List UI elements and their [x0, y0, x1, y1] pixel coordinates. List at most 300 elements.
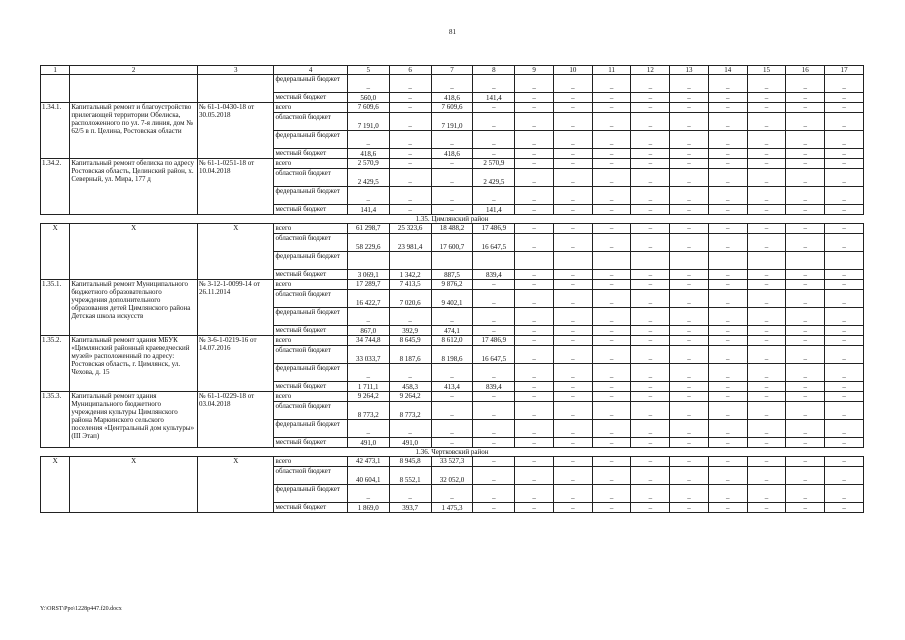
value-cell: –: [670, 205, 709, 215]
value-cell: –: [592, 420, 631, 438]
value-cell: –: [670, 346, 709, 364]
document-cell: [198, 75, 274, 103]
value-cell: –: [670, 392, 709, 402]
value-cell: 839,4: [473, 382, 515, 392]
value-cell: –: [473, 103, 515, 113]
value-cell: –: [747, 420, 786, 438]
value-cell: –: [631, 234, 670, 252]
value-cell: –: [747, 290, 786, 308]
document-cell: № 3-6-1-0219-16 от 14.07.2016: [198, 336, 274, 392]
value-cell: –: [431, 392, 473, 402]
value-cell: –: [670, 131, 709, 149]
value-cell: –: [431, 159, 473, 169]
value-cell: 392,9: [389, 326, 431, 336]
funding-source-cell: всего: [274, 392, 347, 402]
value-cell: –: [631, 75, 670, 93]
value-cell: –: [786, 103, 825, 113]
value-cell: 413,4: [431, 382, 473, 392]
value-cell: –: [670, 93, 709, 103]
value-cell: –: [631, 103, 670, 113]
value-cell: 17 486,9: [473, 336, 515, 346]
value-cell: –: [786, 290, 825, 308]
value-cell: –: [592, 169, 631, 187]
value-cell: –: [473, 187, 515, 205]
value-cell: 18 488,2: [431, 224, 473, 234]
funding-source-cell: федеральный бюджет: [274, 308, 347, 326]
value-cell: –: [515, 159, 554, 169]
value-cell: –: [786, 224, 825, 234]
value-cell: –: [431, 364, 473, 382]
value-cell: 3 069,1: [347, 270, 389, 280]
value-cell: –: [708, 290, 747, 308]
value-cell: –: [631, 346, 670, 364]
value-cell: –: [747, 382, 786, 392]
value-cell: –: [631, 364, 670, 382]
value-cell: –: [747, 280, 786, 290]
value-cell: –: [473, 457, 515, 467]
value-cell: –: [553, 485, 592, 503]
value-cell: –: [431, 131, 473, 149]
value-cell: –: [747, 93, 786, 103]
funding-source-cell: федеральный бюджет: [274, 252, 347, 270]
value-cell: –: [825, 290, 864, 308]
value-cell: –: [786, 234, 825, 252]
value-cell: 7 191,0: [431, 113, 473, 131]
funding-source-cell: всего: [274, 159, 347, 169]
value-cell: –: [389, 149, 431, 159]
value-cell: –: [786, 149, 825, 159]
value-cell: –: [553, 159, 592, 169]
funding-source-cell: федеральный бюджет: [274, 485, 347, 503]
value-cell: –: [786, 93, 825, 103]
value-cell: –: [825, 382, 864, 392]
value-cell: 7 413,5: [389, 280, 431, 290]
value-cell: –: [389, 364, 431, 382]
value-cell: –: [347, 364, 389, 382]
value-cell: –: [747, 308, 786, 326]
document-cell: X: [198, 457, 274, 513]
column-number-row: [41, 66, 864, 75]
value-cell: –: [515, 503, 554, 513]
value-cell: –: [473, 326, 515, 336]
value-cell: –: [431, 205, 473, 215]
value-cell: –: [786, 336, 825, 346]
value-cell: –: [473, 485, 515, 503]
value-cell: 8 187,6: [389, 346, 431, 364]
value-cell: –: [592, 270, 631, 280]
value-cell: –: [825, 159, 864, 169]
value-cell: –: [473, 402, 515, 420]
value-cell: 2 570,9: [347, 159, 389, 169]
value-cell: –: [592, 336, 631, 346]
item-number-cell: 1.34.1.: [41, 103, 70, 159]
value-cell: –: [708, 113, 747, 131]
value-cell: –: [708, 308, 747, 326]
value-cell: –: [389, 93, 431, 103]
value-cell: –: [825, 224, 864, 234]
value-cell: –: [431, 420, 473, 438]
value-cell: –: [592, 485, 631, 503]
value-cell: –: [347, 485, 389, 503]
value-cell: –: [515, 438, 554, 448]
object-name-cell: Капитальный ремонт здания МБУК «Цимлянский районный краеведческий музей» расположенный по адресу: Ростовская область, г. Цимлянск, ул. Чехова, д. 15: [70, 336, 198, 392]
value-cell: –: [825, 336, 864, 346]
value-cell: –: [389, 420, 431, 438]
value-cell: –: [670, 113, 709, 131]
column-number-cell: 10: [553, 66, 592, 75]
value-cell: –: [825, 169, 864, 187]
table-row: [41, 457, 864, 467]
value-cell: –: [670, 420, 709, 438]
funding-source-cell: местный бюджет: [274, 149, 347, 159]
value-cell: –: [825, 93, 864, 103]
value-cell: –: [786, 169, 825, 187]
value-cell: –: [747, 113, 786, 131]
value-cell: –: [708, 503, 747, 513]
value-cell: –: [786, 402, 825, 420]
value-cell: –: [515, 103, 554, 113]
value-cell: –: [786, 485, 825, 503]
table-row: [41, 103, 864, 113]
value-cell: 33 033,7: [347, 346, 389, 364]
value-cell: –: [747, 364, 786, 382]
value-cell: –: [708, 159, 747, 169]
value-cell: –: [347, 131, 389, 149]
value-cell: –: [592, 159, 631, 169]
value-cell: –: [553, 336, 592, 346]
value-cell: 1 711,1: [347, 382, 389, 392]
value-cell: –: [708, 149, 747, 159]
value-cell: –: [553, 103, 592, 113]
value-cell: –: [747, 467, 786, 485]
value-cell: –: [708, 467, 747, 485]
item-number-cell: X: [41, 457, 70, 513]
funding-source-cell: областной бюджет: [274, 346, 347, 364]
value-cell: –: [631, 93, 670, 103]
value-cell: –: [825, 364, 864, 382]
value-cell: –: [670, 224, 709, 234]
value-cell: –: [515, 270, 554, 280]
value-cell: –: [592, 457, 631, 467]
value-cell: –: [473, 280, 515, 290]
item-number-cell: X: [41, 224, 70, 280]
page-number: 81: [449, 28, 456, 36]
document-cell: № 3-12-1-0099-14 от 26.11.2014: [198, 280, 274, 336]
value-cell: –: [431, 485, 473, 503]
value-cell: –: [825, 503, 864, 513]
value-cell: –: [670, 467, 709, 485]
value-cell: –: [515, 308, 554, 326]
object-name-cell: Капитальный ремонт обелиска по адресу Ростовская область, Целинский район, х. Северный, ул. Мира, 177 д: [70, 159, 198, 215]
value-cell: –: [553, 149, 592, 159]
value-cell: 8 552,1: [389, 467, 431, 485]
value-cell: [473, 252, 515, 270]
value-cell: –: [553, 169, 592, 187]
value-cell: –: [786, 420, 825, 438]
value-cell: –: [670, 103, 709, 113]
value-cell: –: [515, 234, 554, 252]
value-cell: –: [553, 467, 592, 485]
table-row: [41, 75, 864, 93]
funding-source-cell: областной бюджет: [274, 113, 347, 131]
value-cell: –: [473, 113, 515, 131]
value-cell: –: [592, 149, 631, 159]
value-cell: 418,6: [431, 93, 473, 103]
value-cell: –: [786, 467, 825, 485]
value-cell: –: [825, 234, 864, 252]
funding-source-cell: всего: [274, 336, 347, 346]
value-cell: [431, 252, 473, 270]
value-cell: –: [786, 270, 825, 280]
value-cell: –: [708, 224, 747, 234]
value-cell: –: [473, 308, 515, 326]
column-number-cell: 7: [431, 66, 473, 75]
funding-source-cell: федеральный бюджет: [274, 75, 347, 93]
value-cell: –: [786, 382, 825, 392]
value-cell: –: [389, 169, 431, 187]
value-cell: –: [631, 402, 670, 420]
value-cell: 9 876,2: [431, 280, 473, 290]
funding-source-cell: всего: [274, 103, 347, 113]
value-cell: 491,0: [389, 438, 431, 448]
value-cell: –: [786, 75, 825, 93]
value-cell: –: [670, 457, 709, 467]
value-cell: 9 264,2: [347, 392, 389, 402]
document-cell: № 61-1-0251-18 от 10.04.2018: [198, 159, 274, 215]
value-cell: –: [825, 402, 864, 420]
value-cell: 141,4: [473, 93, 515, 103]
value-cell: –: [515, 382, 554, 392]
value-cell: –: [825, 326, 864, 336]
value-cell: –: [473, 149, 515, 159]
value-cell: –: [825, 467, 864, 485]
value-cell: –: [747, 103, 786, 113]
value-cell: –: [670, 485, 709, 503]
value-cell: –: [389, 103, 431, 113]
funding-source-cell: федеральный бюджет: [274, 131, 347, 149]
value-cell: [515, 252, 554, 270]
value-cell: –: [592, 382, 631, 392]
value-cell: 17 600,7: [431, 234, 473, 252]
table-row: [41, 280, 864, 290]
value-cell: 1 869,0: [347, 503, 389, 513]
value-cell: –: [553, 382, 592, 392]
column-number-cell: 14: [708, 66, 747, 75]
value-cell: –: [825, 131, 864, 149]
value-cell: –: [515, 113, 554, 131]
value-cell: –: [786, 346, 825, 364]
value-cell: 418,6: [431, 149, 473, 159]
value-cell: –: [747, 131, 786, 149]
value-cell: –: [670, 308, 709, 326]
column-number-cell: 2: [70, 66, 198, 75]
value-cell: –: [631, 149, 670, 159]
value-cell: –: [825, 308, 864, 326]
value-cell: –: [592, 503, 631, 513]
value-cell: –: [553, 364, 592, 382]
value-cell: –: [631, 169, 670, 187]
value-cell: –: [553, 402, 592, 420]
value-cell: –: [747, 187, 786, 205]
value-cell: –: [592, 131, 631, 149]
value-cell: –: [553, 420, 592, 438]
column-number-cell: 3: [198, 66, 274, 75]
value-cell: –: [553, 308, 592, 326]
value-cell: –: [515, 364, 554, 382]
document-cell: № 61-1-0430-18 от 30.05.2018: [198, 103, 274, 159]
funding-source-cell: местный бюджет: [274, 93, 347, 103]
value-cell: [347, 252, 389, 270]
value-cell: –: [670, 382, 709, 392]
value-cell: –: [631, 503, 670, 513]
value-cell: –: [825, 438, 864, 448]
column-number-cell: 15: [747, 66, 786, 75]
value-cell: –: [473, 438, 515, 448]
value-cell: –: [515, 149, 554, 159]
value-cell: –: [631, 392, 670, 402]
value-cell: –: [825, 205, 864, 215]
value-cell: –: [515, 457, 554, 467]
value-cell: –: [515, 420, 554, 438]
value-cell: –: [515, 467, 554, 485]
value-cell: –: [747, 159, 786, 169]
value-cell: 393,7: [389, 503, 431, 513]
column-number-cell: 12: [631, 66, 670, 75]
value-cell: –: [708, 131, 747, 149]
value-cell: –: [708, 402, 747, 420]
value-cell: –: [347, 420, 389, 438]
value-cell: [825, 252, 864, 270]
object-name-cell: [70, 75, 198, 103]
budget-table: [40, 65, 864, 513]
value-cell: –: [786, 308, 825, 326]
value-cell: –: [431, 187, 473, 205]
value-cell: –: [786, 205, 825, 215]
value-cell: –: [631, 382, 670, 392]
value-cell: 418,6: [347, 149, 389, 159]
value-cell: 17 486,9: [473, 224, 515, 234]
value-cell: –: [553, 270, 592, 280]
value-cell: –: [670, 503, 709, 513]
value-cell: –: [786, 503, 825, 513]
value-cell: –: [825, 187, 864, 205]
value-cell: –: [825, 75, 864, 93]
value-cell: –: [747, 336, 786, 346]
item-number-cell: 1.34.2.: [41, 159, 70, 215]
value-cell: –: [553, 503, 592, 513]
value-cell: –: [747, 457, 786, 467]
value-cell: –: [553, 113, 592, 131]
column-number-cell: 17: [825, 66, 864, 75]
footer-file-path: Y:\ORST\Ppo\1228p447.f20.docx: [40, 606, 122, 612]
value-cell: –: [670, 149, 709, 159]
value-cell: –: [473, 503, 515, 513]
funding-source-cell: федеральный бюджет: [274, 420, 347, 438]
value-cell: 42 473,1: [347, 457, 389, 467]
value-cell: –: [592, 224, 631, 234]
value-cell: –: [747, 326, 786, 336]
value-cell: –: [786, 326, 825, 336]
table-row: [41, 336, 864, 346]
value-cell: –: [670, 159, 709, 169]
value-cell: –: [592, 93, 631, 103]
value-cell: –: [670, 364, 709, 382]
value-cell: –: [515, 75, 554, 93]
value-cell: –: [631, 224, 670, 234]
value-cell: 34 744,8: [347, 336, 389, 346]
table-row: [41, 159, 864, 169]
value-cell: –: [592, 280, 631, 290]
value-cell: –: [825, 420, 864, 438]
value-cell: –: [553, 280, 592, 290]
value-cell: 560,0: [347, 93, 389, 103]
value-cell: –: [747, 149, 786, 159]
value-cell: –: [515, 280, 554, 290]
value-cell: –: [708, 485, 747, 503]
value-cell: –: [631, 326, 670, 336]
value-cell: –: [670, 438, 709, 448]
value-cell: –: [473, 420, 515, 438]
value-cell: –: [515, 485, 554, 503]
value-cell: –: [747, 392, 786, 402]
value-cell: –: [631, 187, 670, 205]
value-cell: 33 527,3: [431, 457, 473, 467]
value-cell: –: [431, 169, 473, 187]
value-cell: [786, 252, 825, 270]
value-cell: –: [592, 326, 631, 336]
value-cell: –: [670, 290, 709, 308]
value-cell: –: [473, 131, 515, 149]
value-cell: –: [631, 280, 670, 290]
value-cell: –: [631, 270, 670, 280]
value-cell: 2 429,5: [473, 169, 515, 187]
value-cell: 8 945,8: [389, 457, 431, 467]
value-cell: –: [553, 234, 592, 252]
value-cell: –: [708, 205, 747, 215]
column-number-cell: 6: [389, 66, 431, 75]
value-cell: –: [747, 438, 786, 448]
funding-source-cell: местный бюджет: [274, 503, 347, 513]
value-cell: –: [747, 270, 786, 280]
value-cell: –: [786, 113, 825, 131]
value-cell: [747, 252, 786, 270]
value-cell: –: [592, 402, 631, 420]
value-cell: 141,4: [473, 205, 515, 215]
value-cell: –: [708, 438, 747, 448]
value-cell: –: [747, 485, 786, 503]
funding-source-cell: федеральный бюджет: [274, 187, 347, 205]
section-title: 1.36. Чертковский район: [41, 448, 864, 457]
value-cell: –: [825, 485, 864, 503]
funding-source-cell: областной бюджет: [274, 290, 347, 308]
value-cell: –: [473, 75, 515, 93]
value-cell: –: [515, 326, 554, 336]
value-cell: –: [389, 308, 431, 326]
value-cell: –: [389, 131, 431, 149]
value-cell: 491,0: [347, 438, 389, 448]
value-cell: –: [708, 364, 747, 382]
value-cell: –: [631, 485, 670, 503]
value-cell: 16 647,5: [473, 346, 515, 364]
value-cell: 8 612,0: [431, 336, 473, 346]
value-cell: –: [553, 438, 592, 448]
value-cell: –: [389, 485, 431, 503]
section-title: 1.35. Цимлянский район: [41, 215, 864, 224]
value-cell: 867,0: [347, 326, 389, 336]
value-cell: –: [670, 234, 709, 252]
value-cell: –: [631, 308, 670, 326]
value-cell: –: [553, 346, 592, 364]
